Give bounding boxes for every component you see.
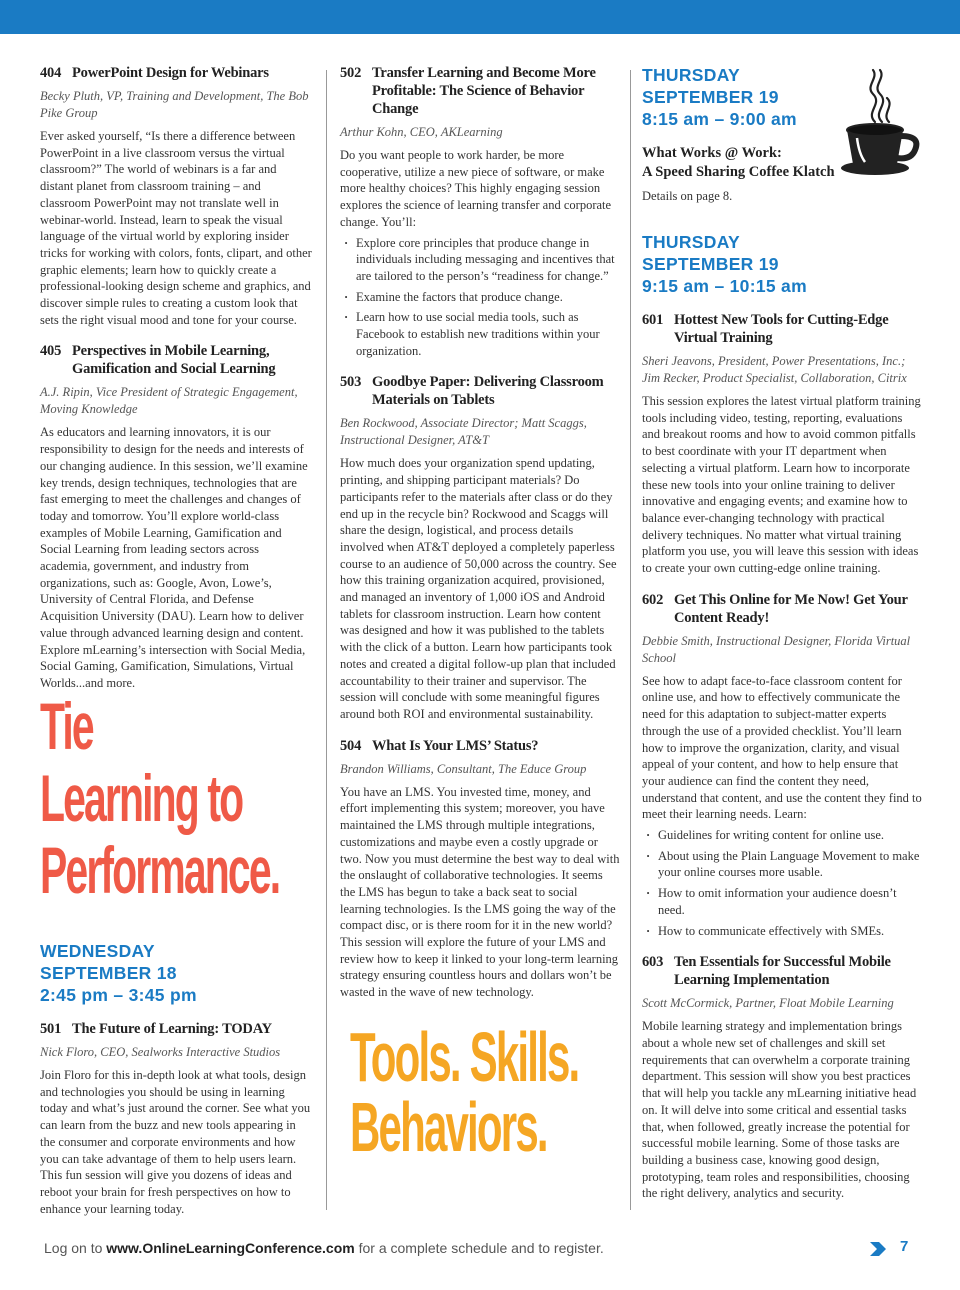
tagline-line: Tie [40, 689, 93, 763]
session-title [340, 64, 620, 118]
session-number: 602 [642, 591, 664, 608]
session-description: Join Floro for this in-depth look at what tools, design and technologies you should be using in learning today and what’s just around the corner. See what you can learn from the buzz and new tools appearing in the consumer and corporate environments and how you can take advantage of them to help users learn. This fun session will give you dozens of ideas and reboot your brain for fresh perspectives on how to enhance your learning today. [40, 1068, 311, 1216]
session-number: 405 [40, 343, 62, 360]
session-title [40, 342, 312, 378]
tagline-tools-skills [350, 1018, 579, 1166]
column-divider [326, 70, 327, 1210]
session-title-text: Get This Online for Me Now! Get Your Content Ready! [674, 591, 908, 626]
session-presenter: Debbie Smith, Instructional Designer, Florida Virtual School [642, 633, 911, 665]
session-title [340, 373, 620, 409]
session-601 [642, 311, 922, 577]
session-title [340, 737, 620, 755]
arrow-right-icon [870, 1242, 886, 1256]
tagline-line: Performance. [40, 833, 280, 907]
session-title [40, 1020, 312, 1038]
tagline-tie-learning [40, 690, 279, 906]
session-number: 504 [340, 737, 362, 754]
bullet-item: · Explore core principles that produce change in individuals including messaging and incentives that are tailored to the person’s “readiness for change.” [356, 235, 620, 285]
bullet-item: · How to communicate effectively with SMEs. [658, 923, 922, 940]
session-title [642, 311, 922, 347]
session-description: This session explores the latest virtual platform training tools including video, testing, reporting, evaluations and breakout rooms and how to avoid common pitfalls to best coordinate with your IT department when selecting a virtual platform. Learn how to incorporate these new tools into your online training to deliver innovative and engaging events; and examine how to balance ever-changing technology with practical delivery techniques. No matter what virtual training platform you use, you will leave this session with ideas to create your own cutting-edge online training. [642, 394, 921, 576]
session-title-text: What Is Your LMS’ Status? [372, 737, 539, 754]
bullet-list [340, 235, 620, 360]
day-date: SEPTEMBER 19 [642, 87, 779, 107]
session-title-text: Perspectives in Mobile Learning, Gamification and Social Learning [72, 343, 276, 378]
session-number: 502 [340, 65, 362, 81]
session-title-text: PowerPoint Design for Webinars [72, 65, 269, 81]
day-time: 2:45 pm – 3:45 pm [40, 985, 197, 1005]
day-name: WEDNESDAY [40, 941, 155, 961]
tagline-line: Tools. Skills. [350, 1018, 579, 1096]
session-number: 603 [642, 954, 664, 971]
day-heading-wednesday [40, 940, 312, 1006]
session-title-text: The Future of Learning: TODAY [72, 1021, 272, 1037]
session-602 [642, 591, 922, 940]
session-title-text: Hottest New Tools for Cutting-Edge Virtual Training [674, 312, 889, 346]
day-time: 8:15 am – 9:00 am [642, 109, 797, 129]
klatch-details: Details on page 8. [642, 189, 733, 203]
day-heading-thursday-2 [642, 231, 922, 297]
session-presenter: Nick Floro, CEO, Sealworks Interactive Studios [40, 1045, 281, 1059]
session-presenter: Scott McCormick, Partner, Float Mobile Learning [642, 996, 894, 1011]
footer-url-link[interactable]: www.OnlineLearningConference.com [106, 1240, 355, 1256]
column-left [40, 64, 312, 706]
bullet-item: · About using the Plain Language Movement to make your online courses more usable. [658, 848, 922, 881]
page-number: 7 [900, 1238, 909, 1255]
day-time: 9:15 am – 10:15 am [642, 276, 807, 296]
footer-text [44, 1240, 604, 1256]
session-description: Mobile learning strategy and implementation brings about a whole new set of challenges and skill set requirements that can overwhelm a corporate training department. This session will show you best practices that will help you tackle any mLearning initiative head on. It will delve into some critical and essential tasks that, when followed, greatly increase the potential for successful mobile learning. Some of those tasks are building a business case, knowing good design, prototyping, team roles and responsibilities, choosing the right delivery, analytics and security. [642, 1019, 917, 1201]
session-presenter: Ben Rockwood, Associate Director; Matt Scaggs, Instructional Designer, AT&T [340, 416, 587, 448]
day-date: SEPTEMBER 18 [40, 963, 177, 983]
session-504 [340, 737, 620, 1001]
session-title [642, 953, 922, 989]
session-title-text: Goodbye Paper: Delivering Classroom Materials on Tablets [372, 374, 604, 409]
bullet-item: · Learn how to use social media tools, such as Facebook to establish new traditions within your organization. [356, 309, 620, 359]
session-title-text: Transfer Learning and Become More Profitable: The Science of Behavior Change [372, 65, 596, 117]
session-603 [642, 953, 922, 1202]
day-name: THURSDAY [642, 65, 741, 85]
session-501 [40, 1020, 312, 1217]
bullet-list [642, 827, 922, 939]
column-right [642, 64, 922, 1216]
klatch-subtitle: A Speed Sharing Coffee Klatch [642, 164, 835, 180]
day-date: SEPTEMBER 19 [642, 254, 779, 274]
column-middle [340, 64, 620, 1015]
session-title [642, 591, 922, 627]
session-405 [40, 342, 312, 691]
session-presenter: A.J. Ripin, Vice President of Strategic Engagement, Moving Knowledge [40, 385, 298, 417]
tagline-line: Learning to [40, 761, 243, 835]
session-description: You have an LMS. You invested time, money, and effort implementing this system; moreover, you have maintained the LMS through multiple integrations, customizations and maybe even a costly upgrade or two. Now you must determine the best way to deal with the onslaught of collaborative technologies. It seems the LMS has begun to take a back seat to social learning technologies. Is the LMS going the way of the compact disc, or is there room for it in the new world? This session will explore the future of your LMS and review how to keep it linked to your long-term learning strategy ensuring countless hours and dollars won’t be wasted in the wave of new technology. [340, 784, 620, 1000]
session-presenter: Sheri Jeavons, President, Power Presentations, Inc.; Jim Recker, Product Specialist, Collaboration, Citrix [642, 354, 907, 385]
bullet-item: · Examine the factors that produce change. [356, 289, 620, 306]
session-presenter: Arthur Kohn, CEO, AKLearning [340, 125, 503, 139]
session-title [40, 64, 312, 82]
klatch-title: What Works @ Work: [642, 145, 782, 161]
session-number: 503 [340, 374, 362, 391]
session-502 [340, 64, 620, 359]
footer-pre: Log on to [44, 1240, 107, 1256]
column-divider [630, 70, 631, 1210]
session-503 [340, 373, 620, 722]
session-number: 404 [40, 65, 62, 81]
session-description: As educators and learning innovators, it is our responsibility to design for the needs and interests of our changing audience. In this session, we’ll examine key trends, design techniques, technologies that are fast emerging to meet the challenges and changes of today and tomorrow. You’ll explore world-class examples of Mobile Learning, Gamification and Social Learning from leading sectors across academia, government, and industry from organizations, such as: Google, Avon, Lowe’s, University of Central Florida, and Defense Acquisition University (DAU). Learn how to deliver value through advanced learning design and content. Explore mLearning’s intersection with Social Media, Social Gaming, Gamification, Simulations, Virtual Worlds...and more. [40, 425, 308, 690]
session-number: 601 [642, 312, 664, 328]
tagline-line: Behaviors. [350, 1088, 547, 1166]
session-description: Do you want people to work harder, be more cooperative, utilize a new piece of software, or make more healthy choices? This highly engaging session explores the science of learning transfer and corporate change. You’ll: [340, 148, 612, 229]
bullet-item: · How to omit information your audience doesn’t need. [658, 885, 922, 918]
session-description: Ever asked yourself, “Is there a difference between PowerPoint in a live classroom versus the virtual classroom?” The world of webinars is a far and distant planet from classroom training – and classroom PowerPoint may not translate well in webinar-world. Instead, learn to speak the visual language of the virtual world by exploring insider tricks for working with colors, fonts, clipart, and other graphic elements; learn how to quickly create a professional-looking design scheme and graphics, and discover simple rules to creating a custom look that sets the right visual mood and tone for your course. [40, 129, 312, 327]
session-title-text: Ten Essentials for Successful Mobile Learning Implementation [674, 954, 891, 989]
footer-post: for a complete schedule and to register. [354, 1240, 604, 1256]
session-404 [40, 64, 312, 328]
session-description: How much does your organization spend updating, printing, and shipping participant materials? Do participants refer to the materials after class or do they end up in the recycle bin? Rockwood and Scaggs will share the design, logistical, and process details involved when AT&T deployed a completely paperless course to an audience of 50,000 across the country. See how this training organization acquired, provisioned, and managed an inventory of 1,000 iOS and Android tablets for classroom instruction. Learn how content was designed and how it was published to the tablets with the click of a button. Learn how participants took notes and created a digital follow-up plan that included accountability to their trainer and supervisor. The session will conclude with some meaningful figures around both ROI and environmental sustainability. [340, 456, 617, 721]
top-banner [0, 0, 960, 34]
session-presenter: Brandon Williams, Consultant, The Educe Group [340, 761, 587, 776]
day-name: THURSDAY [642, 232, 741, 252]
coffee-cup-icon [835, 64, 925, 184]
bullet-item: · Guidelines for writing content for online use. [658, 827, 922, 844]
session-number: 501 [40, 1021, 62, 1037]
column-left-lower [40, 940, 312, 1231]
session-description: See how to adapt face-to-face classroom content for online use, and how to effectively communicate the need for this adaptation to subject-matter experts through the use of a provided checklist. You’ll learn how to improve the organization, clarity, and visual appeal of your content, and how to help ensure that your audience can find the content they need, understand that content, and use the content they find to meet their learning needs. Learn: [642, 673, 922, 822]
session-presenter: Becky Pluth, VP, Training and Development, The Bob Pike Group [40, 89, 309, 120]
